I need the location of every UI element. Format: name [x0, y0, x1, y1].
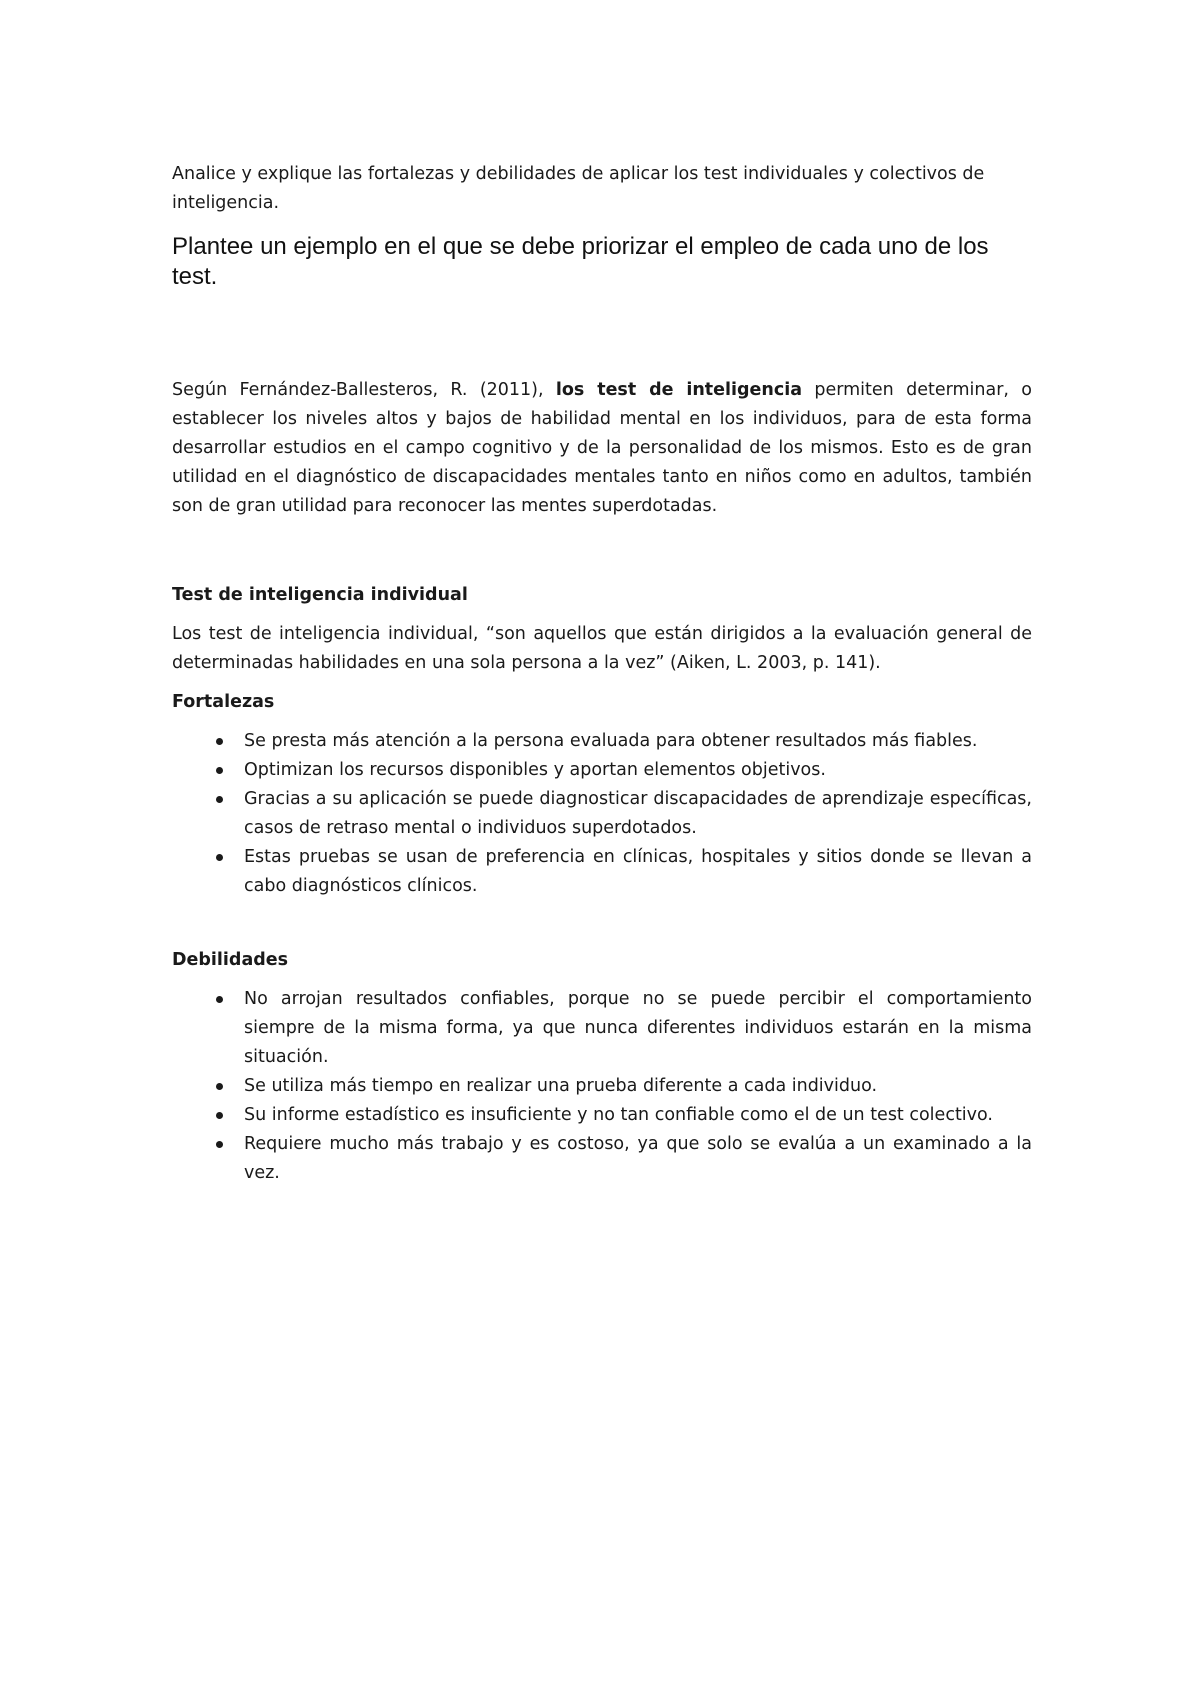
list-item-text: Su informe estadístico es insuficiente y no tan confiable como el de un test colectivo.	[244, 1105, 993, 1125]
list-item	[172, 843, 1032, 901]
intro-paragraph	[172, 376, 1032, 521]
list-item	[172, 727, 1032, 756]
bullet-icon	[216, 738, 223, 745]
bullet-icon	[216, 1141, 223, 1148]
list-item-text: No arrojan resultados confiables, porque no se puede percibir el comportamiento siempre de la misma forma, ya que nunca diferentes individuos estarán en la misma situación.	[244, 989, 1032, 1067]
bullet-icon	[216, 767, 223, 774]
fortalezas-list	[172, 727, 1032, 901]
fortalezas-heading: Fortalezas	[172, 692, 275, 712]
bullet-icon	[216, 1083, 223, 1090]
list-item	[172, 985, 1032, 1072]
bullet-icon	[216, 796, 223, 803]
list-item	[172, 1072, 1032, 1101]
list-item-text: Requiere mucho más trabajo y es costoso, ya que solo se evalúa a un examinado a la vez.	[244, 1134, 1032, 1183]
list-item-text: Se utiliza más tiempo en realizar una prueba diferente a cada individuo.	[244, 1076, 878, 1096]
document-content	[172, 160, 1032, 1188]
bullet-icon	[216, 996, 223, 1003]
list-item	[172, 756, 1032, 785]
intro-text-after: permiten determinar, o establecer los niveles altos y bajos de habilidad mental en los individuos, para de esta forma desarrollar estudios en el campo cognitivo y de la personalidad de los mismos. Esto es de gran utilidad en el diagnóstico de discapacidades mentales tanto en niños como en adultos, también son de gran utilidad para reconocer las mentes superdotadas.	[172, 380, 1032, 516]
list-item	[172, 1101, 1032, 1130]
list-item	[172, 785, 1032, 843]
debilidades-heading: Debilidades	[172, 950, 289, 970]
individual-test-definition: Los test de inteligencia individual, “son aquellos que están dirigidos a la evaluación general de determinadas habilidades en una sola persona a la vez” (Aiken, L. 2003, p. 141).	[172, 624, 1032, 673]
intro-text-before: Según Fernández-Ballesteros, R. (2011),	[172, 380, 556, 400]
bullet-icon	[216, 854, 223, 861]
individual-test-heading: Test de inteligencia individual	[172, 585, 468, 605]
list-item-text: Gracias a su aplicación se puede diagnosticar discapacidades de aprendizaje específicas, casos de retraso mental o individuos superdotados.	[244, 789, 1032, 838]
list-item	[172, 1130, 1032, 1188]
intro-text-bold: los test de inteligencia	[555, 380, 803, 400]
bullet-icon	[216, 1112, 223, 1119]
assignment-subprompt: Plantee un ejemplo en el que se debe priorizar el empleo de cada uno de los test.	[172, 233, 989, 290]
list-item-text: Se presta más atención a la persona evaluada para obtener resultados más fiables.	[244, 731, 978, 751]
list-item-text: Estas pruebas se usan de preferencia en clínicas, hospitales y sitios donde se llevan a cabo diagnósticos clínicos.	[244, 847, 1032, 896]
assignment-prompt: Analice y explique las fortalezas y debilidades de aplicar los test individuales y colectivos de inteligencia.	[172, 164, 985, 213]
list-item-text: Optimizan los recursos disponibles y aportan elementos objetivos.	[244, 760, 826, 780]
debilidades-list	[172, 985, 1032, 1188]
